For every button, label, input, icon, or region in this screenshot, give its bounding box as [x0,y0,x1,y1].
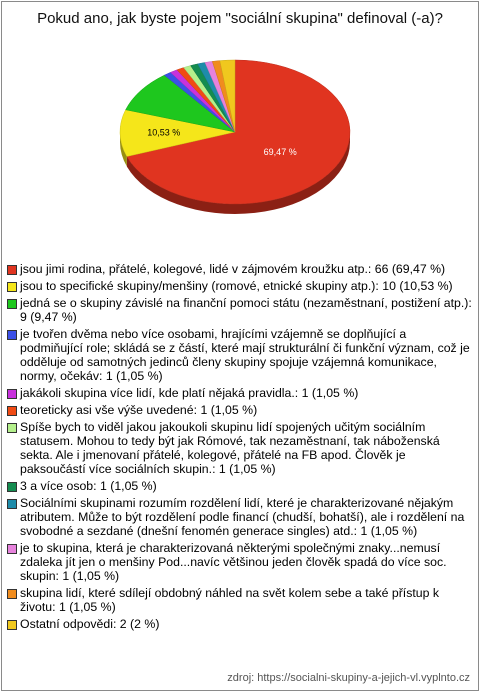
legend-swatch-4 [7,330,17,340]
legend-swatch-11 [7,589,17,599]
legend-label-6: teoreticky asi vše výše uvedené: 1 (1,05 %) [20,403,258,417]
legend-item-1 [6,262,472,276]
pie-slice-label-1: 69,47 % [263,146,297,157]
source-link[interactable]: zdroj: https://socialni-skupiny-a-jejich-vl.vyplnto.cz [227,672,470,684]
legend-item-5 [6,386,472,400]
legend-item-3 [6,296,472,324]
legend-item-7 [6,420,472,476]
legend-label-5: jakákoli skupina více lidí, kde platí nějaká pravidla.: 1 (1,05 %) [20,386,359,400]
legend-label-12: Ostatní odpovědi: 2 (2 %) [20,617,160,631]
legend-label-10: je to skupina, která je charakterizovaná některými společnými znaky...nemusí zdaleka jít jen o menšiny Pod...navíc většinou jeden člověk spadá do více soc. skupin: 1 (1,05 %) [20,541,447,583]
legend-item-4 [6,327,472,383]
pie-chart [0,40,480,250]
legend-label-4: je tvořen dvěma nebo více osobami, hrajícími vzájemně se doplňující a podmiňující role; skládá se z částí, které mají strukturální či funkční význam, což je odděluje od samotných jedinců členy skupiny spojuje vzájemná komunikace, normy, očekáv: 1 (1,05 %) [20,327,470,383]
legend-label-1: jsou jimi rodina, přátelé, kolegové, lidé v zájmovém kroužku atp.: 66 (69,47 %) [20,262,446,276]
legend-label-3: jedná se o skupiny závislé na finanční pomoci státu (nezaměstnaní, postižení atp.): 9 (9,47 %) [20,296,472,324]
legend [6,262,472,634]
legend-swatch-6 [7,406,17,416]
pie-slice-label-2: 10,53 % [147,127,181,138]
legend-swatch-2 [7,282,17,292]
legend-item-11 [6,586,472,614]
chart-title: Pokud ano, jak byste pojem "sociální skupina" definoval (-a)? [37,10,443,27]
legend-item-10 [6,541,472,583]
legend-swatch-9 [7,499,17,509]
legend-swatch-10 [7,544,17,554]
legend-item-2 [6,279,472,293]
legend-swatch-5 [7,389,17,399]
legend-swatch-7 [7,423,17,433]
legend-label-8: 3 a více osob: 1 (1,05 %) [20,479,157,493]
legend-swatch-8 [7,482,17,492]
legend-label-7: Spíše bych to viděl jakou jakoukoli skupinu lidí spojených učitým sociálním statusem. Mohou to tedy být jak Rómové, tak nezaměstnaní, tak náboženská sekta. Ale i jmenovaní přátelé, kolegové, přátelé na FB apod. Člověk je paksoučástí více sociálních skupin.: 1 (1,05 %) [20,420,440,476]
legend-swatch-12 [7,620,17,630]
legend-swatch-1 [7,265,17,275]
legend-label-9: Sociálními skupinami rozumím rozdělení lidí, které je charakterizované nějakým atributem. Může to být rozdělení podle financí (chudší, bohatší), ale i rozdělení na svobodné a sezdané (dnešní fenomén generace singles) atd.: 1 (1,05 %) [20,496,465,538]
legend-item-12 [6,617,472,631]
legend-item-6 [6,403,472,417]
legend-label-2: jsou to specifické skupiny/menšiny (romové, etnické skupiny atp.): 10 (10,53 %) [20,279,453,293]
legend-item-8 [6,479,472,493]
legend-label-11: skupina lidí, které sdílejí obdobný náhled na svět kolem sebe a také přístup k životu: 1 (1,05 %) [20,586,440,614]
legend-item-9 [6,496,472,538]
legend-swatch-3 [7,299,17,309]
